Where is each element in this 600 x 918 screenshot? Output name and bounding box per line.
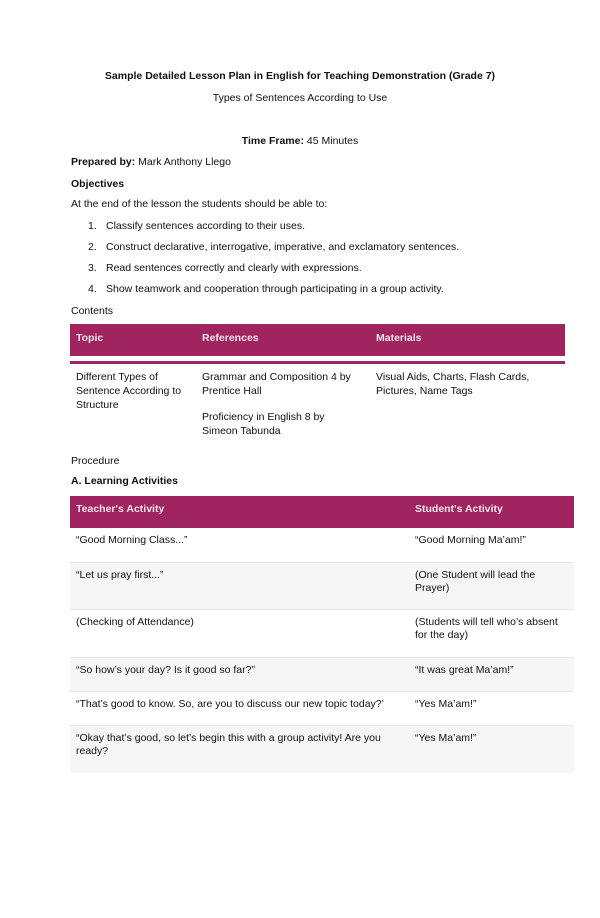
student-activity: (Students will tell who’s absent for the day) [415, 616, 558, 641]
column-header-references: References [202, 332, 259, 344]
student-activity: “Yes Ma’am!” [415, 732, 477, 744]
prepared-by-value: Mark Anthony Llego [138, 156, 231, 168]
table-row [70, 658, 574, 692]
topic-line: Structure [76, 399, 119, 411]
table-row [70, 610, 574, 658]
table-row [70, 563, 574, 610]
student-activity: (One Student will lead the Prayer) [415, 569, 536, 594]
objective-item [88, 261, 459, 282]
teacher-activity: “Okay that’s good, so let’s begin this with a group activity! Are you ready? [76, 732, 381, 757]
objective-text: Classify sentences according to their uses. [106, 220, 306, 232]
procedure-heading: Procedure [71, 455, 120, 467]
student-activity: “It was great Ma’am!” [415, 664, 514, 676]
student-activity: “Yes Ma’am!” [415, 698, 477, 710]
objective-number: 2. [88, 241, 97, 253]
objective-item [88, 219, 459, 240]
activities-table [70, 496, 574, 773]
learning-activities-heading: A. Learning Activities [71, 475, 178, 487]
prepared-by-label: Prepared by: [71, 156, 136, 168]
topic-cell [76, 370, 196, 412]
objectives-heading: Objectives [71, 178, 125, 190]
table-row [70, 726, 574, 773]
teacher-activity: (Checking of Attendance) [76, 616, 194, 628]
objective-text: Read sentences correctly and clearly with expressions. [106, 262, 362, 274]
activities-table-header [70, 496, 574, 528]
objectives-intro: At the end of the lesson the students should be able to: [71, 198, 328, 210]
objective-item [88, 282, 459, 303]
prepared-by [71, 156, 231, 168]
reference-line: Grammar and Composition 4 by [202, 371, 351, 383]
objective-text: Construct declarative, interrogative, imperative, and exclamatory sentences. [106, 241, 460, 253]
teacher-activity: “Good Morning Class...” [76, 534, 188, 546]
column-header-teacher: Teacher's Activity [76, 503, 165, 515]
topic-line: Different Types of [76, 371, 158, 383]
materials-line: Visual Aids, Charts, Flash Cards, [376, 371, 530, 383]
contents-table-header [70, 324, 565, 356]
table-row [70, 528, 574, 563]
time-frame-value: 45 Minutes [306, 135, 359, 147]
teacher-activity: “So how’s your day? Is it good so far?” [76, 664, 255, 676]
objective-number: 3. [88, 262, 97, 274]
contents-table-rule [70, 361, 565, 364]
time-frame [0, 135, 600, 147]
column-header-student: Student's Activity [415, 503, 503, 515]
materials-cell [376, 370, 556, 398]
reference-line: Proficiency in English 8 by [202, 411, 325, 423]
objective-text: Show teamwork and cooperation through participating in a group activity. [106, 283, 444, 295]
objective-item [88, 240, 459, 261]
column-header-topic: Topic [76, 332, 104, 344]
document-subtitle: Types of Sentences According to Use [212, 92, 388, 104]
objective-number: 4. [88, 283, 97, 295]
teacher-activity: “Let us pray first...” [76, 569, 164, 581]
table-row [70, 692, 574, 726]
objective-number: 1. [88, 220, 97, 232]
reference-line: Prentice Hall [202, 385, 262, 397]
contents-heading: Contents [71, 305, 114, 317]
reference-line: Simeon Tabunda [202, 425, 281, 437]
column-header-materials: Materials [376, 332, 422, 344]
teacher-activity: “That’s good to know. So, are you to discuss our new topic today?’ [76, 698, 384, 710]
document-title: Sample Detailed Lesson Plan in English for Teaching Demonstration (Grade 7) [104, 70, 496, 82]
time-frame-label: Time Frame: [241, 135, 304, 147]
materials-line: Pictures, Name Tags [376, 385, 473, 397]
topic-line: Sentence According to [76, 385, 182, 397]
objectives-list [88, 219, 459, 303]
student-activity: “Good Morning Ma’am!” [415, 534, 526, 546]
references-cell [202, 370, 372, 438]
contents-table [70, 324, 565, 437]
